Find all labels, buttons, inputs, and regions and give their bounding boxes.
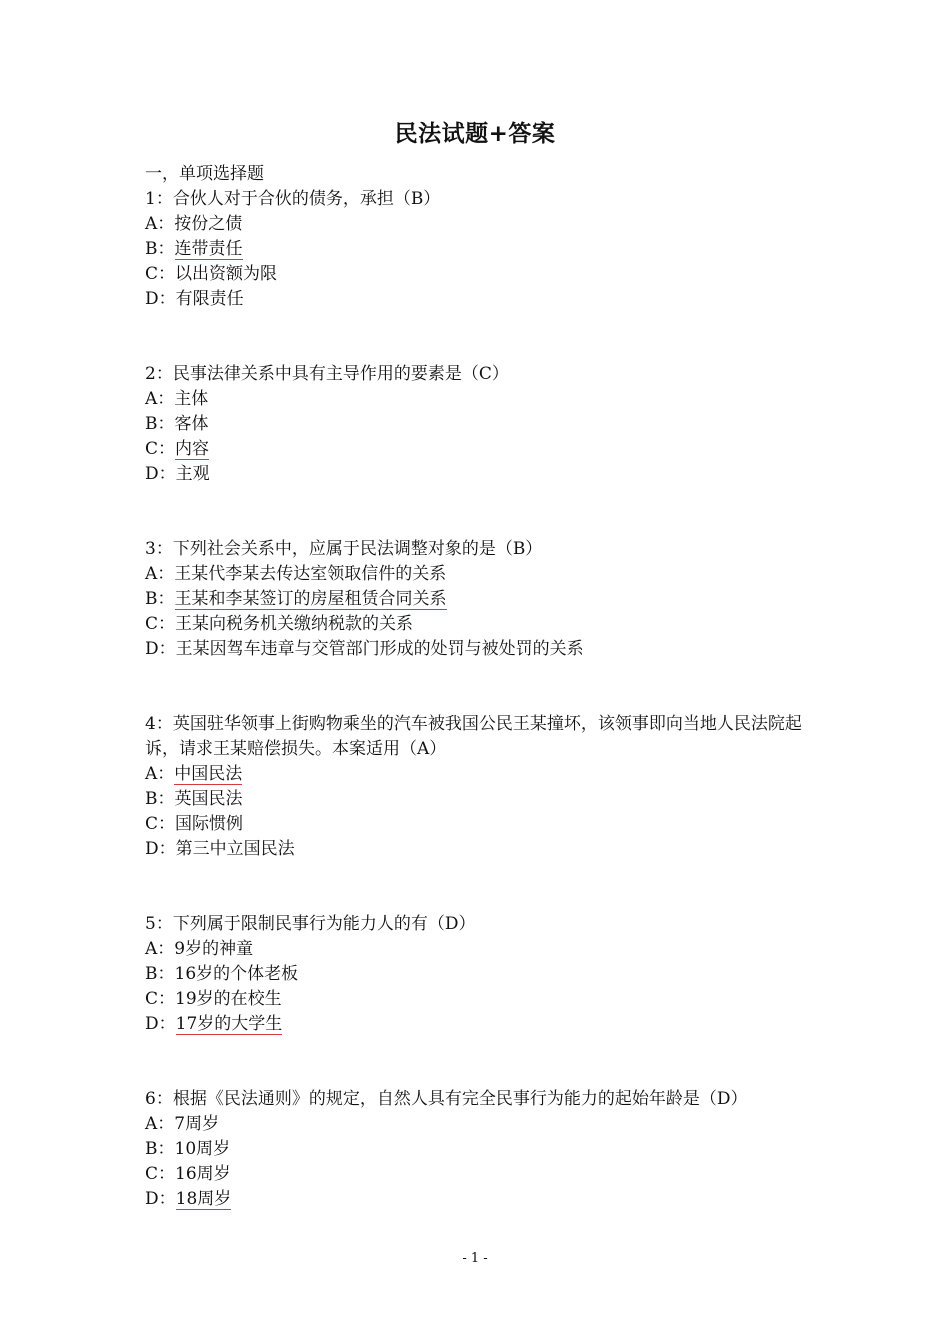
- page-number: - 1 -: [462, 1251, 488, 1266]
- correct-option-text: 18周岁: [175, 1189, 232, 1209]
- option-label: A：: [145, 939, 175, 959]
- question-stem: 1：合伙人对于合伙的债务，承担（B）: [145, 189, 441, 209]
- option-label: D：: [145, 289, 176, 309]
- question-1: [145, 187, 825, 312]
- option-label: A：: [145, 564, 175, 584]
- option-label: A：: [145, 764, 175, 784]
- option-b: [145, 787, 825, 812]
- option-a: [145, 762, 825, 787]
- option-text: 王某代李某去传达室领取信件的关系: [174, 564, 447, 584]
- correct-option-text: 王某和李某签订的房屋租赁合同关系: [174, 589, 447, 609]
- option-text: 英国民法: [174, 789, 243, 809]
- option-label: A：: [145, 1114, 175, 1134]
- question-stem: 2：民事法律关系中具有主导作用的要素是（C）: [145, 364, 509, 384]
- option-label: C：: [145, 439, 176, 459]
- option-b: [145, 237, 825, 262]
- question-4: [145, 712, 825, 862]
- option-c: [145, 987, 825, 1012]
- option-a: [145, 937, 825, 962]
- option-a: [145, 562, 825, 587]
- option-text: 10周岁: [174, 1139, 231, 1159]
- option-text: 按份之债: [174, 214, 243, 234]
- option-label: B：: [145, 239, 175, 259]
- option-text: 19岁的在校生: [175, 989, 282, 1009]
- option-label: B：: [145, 964, 175, 984]
- option-b: [145, 1137, 825, 1162]
- option-label: B：: [145, 789, 175, 809]
- question-list: [145, 162, 825, 1212]
- option-text: 以出资额为限: [175, 264, 278, 284]
- option-text: 客体: [174, 414, 209, 434]
- option-label: A：: [145, 389, 175, 409]
- option-text: 7周岁: [174, 1114, 220, 1134]
- option-label: C：: [145, 264, 176, 284]
- option-d: [145, 837, 825, 862]
- option-label: C：: [145, 814, 176, 834]
- option-label: C：: [145, 1164, 176, 1184]
- option-label: B：: [145, 589, 175, 609]
- correct-option-text: 连带责任: [174, 239, 243, 259]
- correct-option-text: 17岁的大学生: [175, 1014, 283, 1034]
- option-text: 主观: [175, 464, 210, 484]
- option-label: A：: [145, 214, 175, 234]
- option-text: 主体: [174, 389, 209, 409]
- question-6: [145, 1087, 825, 1212]
- question-3: [145, 537, 825, 662]
- option-a: [145, 387, 825, 412]
- option-text: 16岁的个体老板: [174, 964, 299, 984]
- question-2: [145, 362, 825, 487]
- option-d: [145, 287, 825, 312]
- option-label: D：: [145, 1014, 176, 1034]
- option-label: C：: [145, 614, 176, 634]
- correct-option-text: 内容: [175, 439, 210, 459]
- option-d: [145, 1012, 825, 1037]
- question-stem: 5：下列属于限制民事行为能力人的有（D）: [145, 914, 476, 934]
- option-c: [145, 612, 825, 637]
- document-title: 民法试题+答案: [394, 121, 556, 147]
- option-label: C：: [145, 989, 176, 1009]
- option-c: [145, 812, 825, 837]
- option-c: [145, 1162, 825, 1187]
- option-label: D：: [145, 639, 176, 659]
- option-b: [145, 587, 825, 612]
- option-label: D：: [145, 1189, 176, 1209]
- option-text: 9岁的神童: [174, 939, 254, 959]
- option-label: B：: [145, 1139, 175, 1159]
- section-title: 一，单项选择题: [145, 164, 264, 184]
- option-text: 国际惯例: [175, 814, 244, 834]
- option-d: [145, 462, 825, 487]
- option-c: [145, 262, 825, 287]
- option-a: [145, 1112, 825, 1137]
- question-5: [145, 912, 825, 1037]
- option-text: 王某因驾车违章与交管部门形成的处罚与被处罚的关系: [175, 639, 584, 659]
- option-label: D：: [145, 464, 176, 484]
- option-d: [145, 637, 825, 662]
- option-label: D：: [145, 839, 176, 859]
- option-text: 16周岁: [175, 1164, 231, 1184]
- option-b: [145, 412, 825, 437]
- option-text: 有限责任: [175, 289, 244, 309]
- question-stem: 6：根据《民法通则》的规定，自然人具有完全民事行为能力的起始年龄是（D）: [145, 1089, 748, 1109]
- question-stem: 4：英国驻华领事上街购物乘坐的汽车被我国公民王某撞坏，该领事即向当地人民法院起诉，请求王某赔偿损失。本案适用（A）: [145, 714, 802, 759]
- correct-option-text: 中国民法: [174, 764, 243, 784]
- option-text: 王某向税务机关缴纳税款的关系: [175, 614, 414, 634]
- question-stem: 3：下列社会关系中，应属于民法调整对象的是（B）: [145, 539, 543, 559]
- option-d: [145, 1187, 825, 1212]
- option-label: B：: [145, 414, 175, 434]
- option-text: 第三中立国民法: [175, 839, 295, 859]
- option-c: [145, 437, 825, 462]
- option-b: [145, 962, 825, 987]
- option-a: [145, 212, 825, 237]
